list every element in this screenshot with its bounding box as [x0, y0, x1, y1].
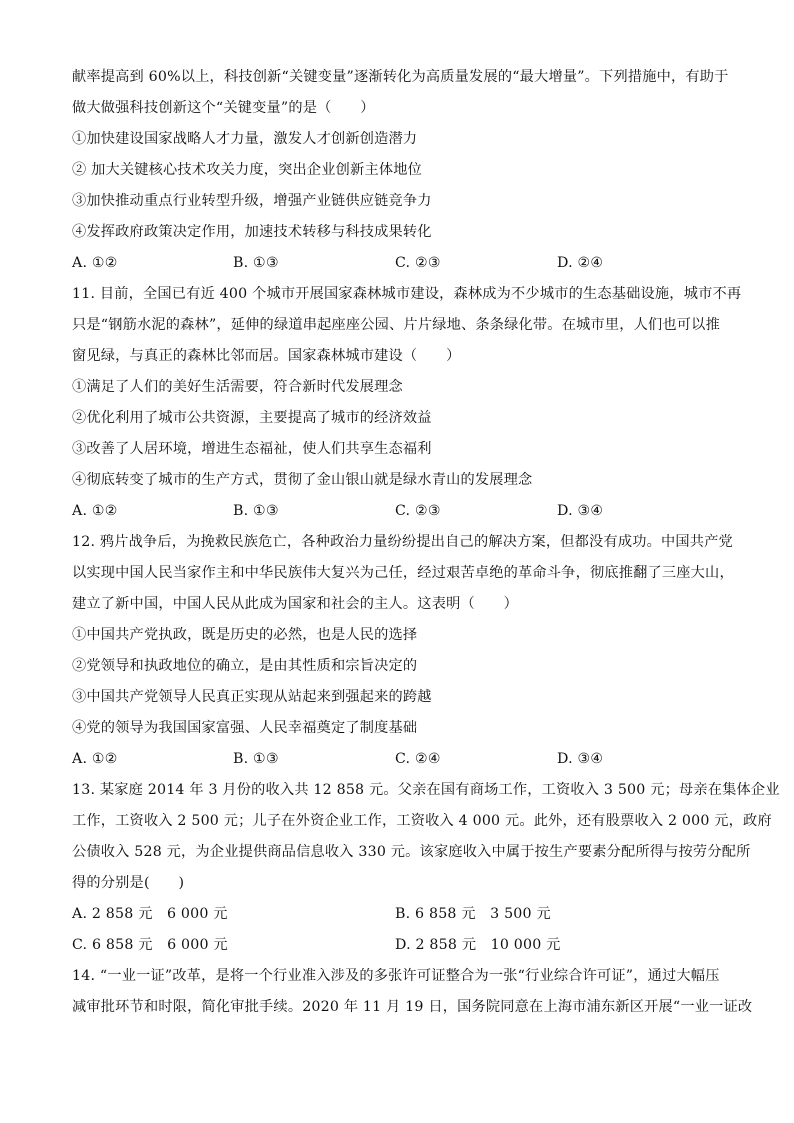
statement-item: ①中国共产党执政，既是历史的必然，也是人民的选择	[72, 627, 418, 643]
question-stem-line: 窗见绿，与真正的森林比邻而居。国家森林城市建设（ ）	[72, 348, 461, 364]
statement-item: ①满足了人们的美好生活需要，符合新时代发展理念	[72, 379, 403, 395]
question-14	[72, 961, 753, 1023]
answer-options-row	[72, 930, 724, 961]
statement-item: ④发挥政府政策决定作用，加速技术转移与科技成果转化	[72, 224, 432, 240]
answer-options	[72, 248, 724, 279]
option-b: B. 6 858 元 3 500 元	[395, 906, 551, 922]
option-d: D. ③④	[557, 503, 604, 519]
statement-item: ③中国共产党领导人民真正实现从站起来到强起来的跨越	[72, 689, 432, 705]
option-d: D. ②④	[557, 255, 604, 271]
question-10	[72, 62, 729, 279]
statement-item: ①加快建设国家战略人才力量，激发人才创新创造潜力	[72, 131, 418, 147]
question-stem-line: 14. “一业一证”改革，是将一个行业准入涉及的多张许可证整合为一张“行业综合许可证”，通过大幅压	[72, 968, 720, 984]
question-stem-line: 公债收入 528 元，为企业提供商品信息收入 330 元。该家庭收入中属于按生产要素分配所得与按劳分配所	[72, 844, 751, 860]
question-stem-line: 13. 某家庭 2014 年 3 月份的收入共 12 858 元。父亲在国有商场工作，工资收入 3 500 元；母亲在集体企业	[72, 782, 780, 798]
question-stem-line: 得的分别是( )	[72, 875, 185, 891]
option-a: A. ①②	[72, 255, 118, 271]
question-13	[72, 775, 780, 961]
statement-item: ②党领导和执政地位的确立，是由其性质和宗旨决定的	[72, 658, 418, 674]
question-stem-line: 建立了新中国，中国人民从此成为国家和社会的主人。这表明（ ）	[72, 596, 519, 612]
option-d: D. 2 858 元 10 000 元	[395, 937, 561, 953]
statement-item: ②优化利用了城市公共资源，主要提高了城市的经济效益	[72, 410, 432, 426]
exam-page	[72, 62, 780, 1023]
option-d: D. ③④	[557, 751, 604, 767]
question-11	[72, 279, 742, 527]
question-stem-line: 减审批环节和时限，简化审批手续。2020 年 11 月 19 日，国务院同意在上海市浦东新区开展“一业一证改	[72, 999, 753, 1015]
statement-item: ② 加大关键核心技术攻关力度，突出企业创新主体地位	[72, 162, 423, 178]
question-stem-line: 只是“钢筋水泥的森林”，延伸的绿道串起座座公园、片片绿地、条条绿化带。在城市里，人们也可以推	[72, 317, 720, 333]
option-c: C. ②④	[395, 751, 441, 767]
option-b: B. ①③	[233, 751, 279, 767]
answer-options	[72, 496, 724, 527]
option-c: C. 6 858 元 6 000 元	[72, 937, 228, 953]
option-c: C. ②③	[395, 503, 441, 519]
option-b: B. ①③	[233, 503, 279, 519]
question-12	[72, 527, 734, 775]
statement-item: ④彻底转变了城市的生产方式，贯彻了金山银山就是绿水青山的发展理念	[72, 472, 533, 488]
statement-item: ③改善了人居环境，增进生态福祉，使人们共享生态福利	[72, 441, 432, 457]
question-stem-line: 工作，工资收入 2 500 元；儿子在外资企业工作，工资收入 4 000 元。此外，还有股票收入 2 000 元，政府	[72, 813, 772, 829]
answer-options-row	[72, 899, 724, 930]
question-stem-line: 以实现中国人民当家作主和中华民族伟大复兴为己任，经过艰苦卓绝的革命斗争，彻底推翻了三座大山，	[72, 565, 734, 581]
option-a: A. ①②	[72, 751, 118, 767]
question-stem-line: 做大做强科技创新这个“关键变量”的是（ ）	[72, 100, 375, 116]
option-a: A. 2 858 元 6 000 元	[72, 906, 228, 922]
answer-options	[72, 744, 724, 775]
question-stem-line: 11. 目前，全国已有近 400 个城市开展国家森林城市建设，森林成为不少城市的生态基础设施，城市不再	[72, 286, 742, 302]
statement-item: ③加快推动重点行业转型升级，增强产业链供应链竞争力	[72, 193, 432, 209]
option-b: B. ①③	[233, 255, 279, 271]
option-c: C. ②③	[395, 255, 441, 271]
option-a: A. ①②	[72, 503, 118, 519]
question-stem-line: 献率提高到 60%以上，科技创新“关键变量”逐渐转化为高质量发展的“最大增量”。下列措施中，有助于	[72, 69, 729, 85]
question-stem-line: 12. 鸦片战争后，为挽救民族危亡，各种政治力量纷纷提出自己的解决方案，但都没有成功。中国共产党	[72, 534, 733, 550]
statement-item: ④党的领导为我国国家富强、人民幸福奠定了制度基础	[72, 720, 418, 736]
